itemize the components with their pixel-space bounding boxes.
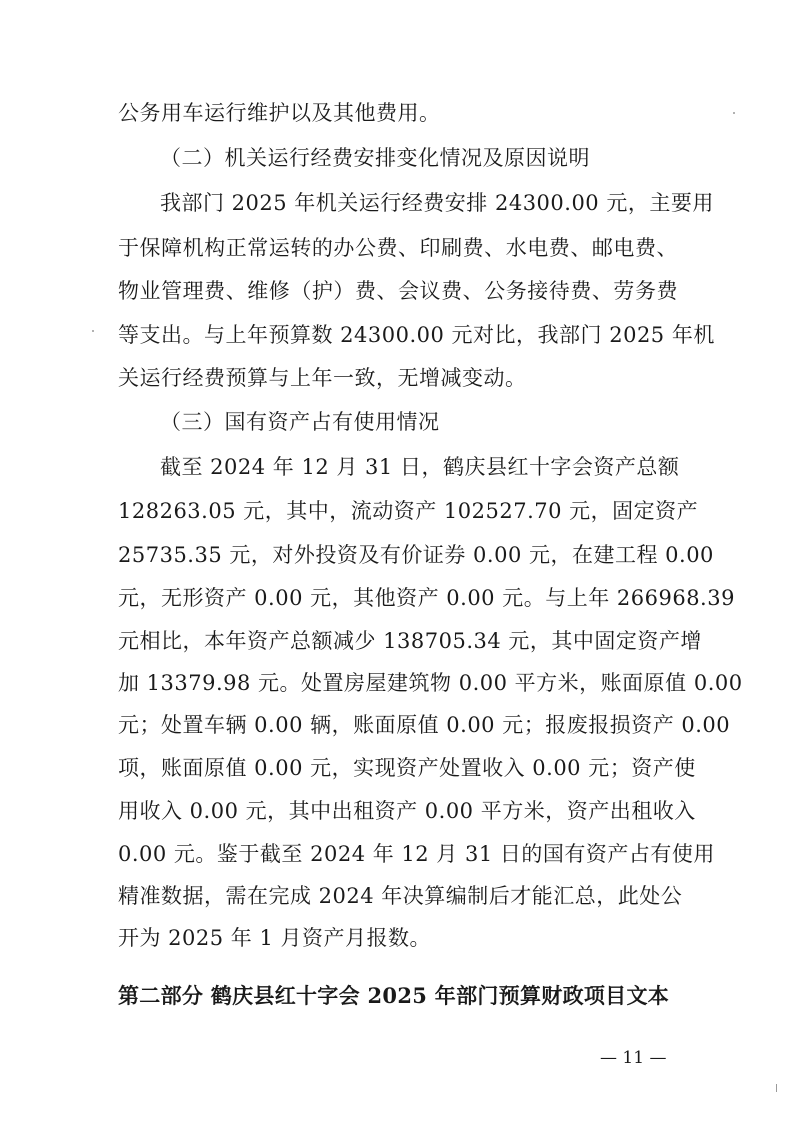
paragraph-line: 物业管理费、维修（护）费、会议费、公务接待费、劳务费 [118,279,678,303]
paragraph-line: 项，账面原值 0.00 元，实现资产处置收入 0.00 元；资产使 [118,756,696,780]
paragraph-line: 开为 2025 年 1 月资产月报数。 [118,926,432,950]
paragraph-line: 截至 2024 年 12 月 31 日，鹤庆县红十字会资产总额 [160,455,680,479]
paragraph-line: 于保障机构正常运转的办公费、印刷费、水电费、邮电费、 [118,236,678,260]
scan-speck [776,1084,777,1092]
paragraph-line: 公务用车运行维护以及其他费用。 [118,101,441,125]
section-heading-3: （三）国有资产占有使用情况 [160,410,440,434]
paragraph-line: 加 13379.98 元。处置房屋建筑物 0.00 平方米，账面原值 0.00 [118,671,743,695]
paragraph-line: 精准数据，需在完成 2024 年决算编制后才能汇总，此处公 [118,884,683,908]
paragraph-line: 元，无形资产 0.00 元，其他资产 0.00 元。与上年 266968.39 [118,586,735,610]
paragraph-line: 25735.35 元，对外投资及有价证券 0.00 元，在建工程 0.00 [118,543,714,567]
paragraph-line: 等支出。与上年预算数 24300.00 元对比，我部门 2025 年机 [118,323,715,347]
paragraph-line: 元；处置车辆 0.00 辆，账面原值 0.00 元；报废报损资产 0.00 [118,713,731,737]
paragraph-line: 用收入 0.00 元，其中出租资产 0.00 平方米，资产出租收入 [118,799,696,823]
paragraph-line: 0.00 元。鉴于截至 2024 年 12 月 31 日的国有资产占有使用 [118,842,715,866]
page-number: — 11 — [600,1048,667,1068]
section-heading-2: （二）机关运行经费安排变化情况及原因说明 [160,146,590,170]
part-title: 第二部分 鹤庆县红十字会 2025 年部门预算财政项目文本 [118,983,670,1008]
paragraph-line: 关运行经费预算与上年一致，无增减变动。 [118,366,527,390]
paragraph-line: 128263.05 元，其中，流动资产 102527.70 元，固定资产 [118,499,699,523]
paragraph-line: 元相比，本年资产总额减少 138705.34 元，其中固定资产增 [118,629,702,653]
paragraph-line: 我部门 2025 年机关运行经费安排 24300.00 元，主要用 [160,191,714,215]
scan-speck [733,112,735,114]
scan-speck [92,330,94,332]
